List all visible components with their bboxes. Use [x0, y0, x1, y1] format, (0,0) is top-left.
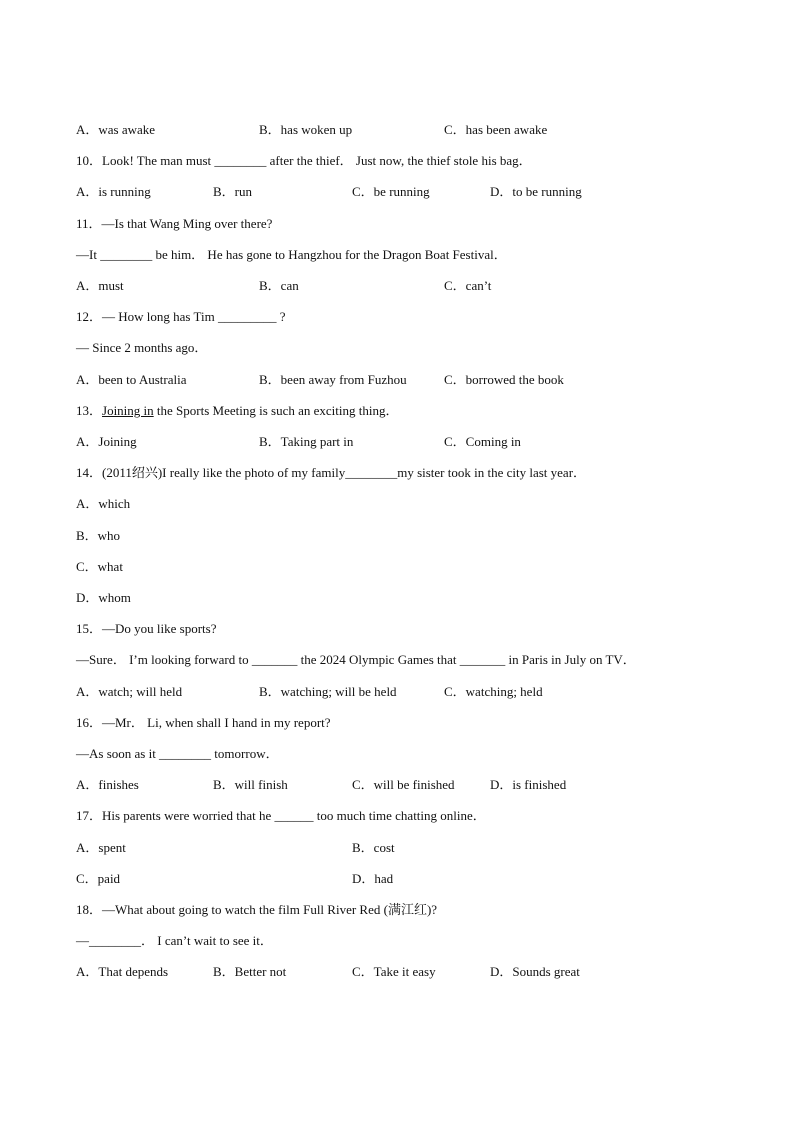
q12-option-c: C．borrowed the book: [444, 372, 564, 387]
q14-option-c: C．what: [76, 559, 123, 574]
q17-option-d: D．had: [352, 871, 394, 886]
q12-reply: — Since 2 months ago．: [76, 340, 208, 355]
q16-option-d: D．is finished: [490, 777, 567, 792]
q16-reply: —As soon as it ________ tomorrow．: [76, 746, 279, 761]
q18-option-c: C．Take it easy: [352, 964, 436, 979]
q15-option-c: C．watching; held: [444, 684, 543, 699]
q15-option-a: A．watch; will held: [76, 684, 183, 699]
q15-reply: —Sure． I’m looking forward to _______ the 2024 Olympic Games that _______ in Paris in July on TV．: [76, 652, 636, 667]
q13-number: 13．: [76, 403, 103, 418]
q16-stem: 16．—Mr． Li, when shall I hand in my report?: [76, 715, 331, 730]
q15-option-b: B．watching; will be held: [259, 684, 397, 699]
q13-option-c: C．Coming in: [444, 434, 521, 449]
q9-option-a: A．was awake: [76, 122, 156, 137]
q17-stem: 17．His parents were worried that he ______ too much time chatting online．: [76, 808, 486, 823]
q14-stem: 14．(2011绍兴)I really like the photo of my family________my sister took in the city last year．: [76, 465, 587, 480]
q14-option-a: A．which: [76, 496, 131, 511]
q16-option-b: B．will finish: [213, 777, 288, 792]
q13-underlined-phrase: Joining in: [102, 403, 154, 418]
q18-reply: —________． I can’t wait to see it．: [76, 933, 273, 948]
q17-option-b: B．cost: [352, 840, 395, 855]
q15-stem: 15．—Do you like sports?: [76, 621, 217, 636]
q18-stem: 18．—What about going to watch the film Full River Red (满江红)?: [76, 902, 438, 917]
q10-option-a: A．is running: [76, 184, 151, 199]
q13-stem-rest: the Sports Meeting is such an exciting thing．: [153, 403, 399, 418]
q16-option-c: C．will be finished: [352, 777, 455, 792]
q12-option-a: A．been to Australia: [76, 372, 187, 387]
q18-option-a: A．That depends: [76, 964, 169, 979]
q10-option-c: C．be running: [352, 184, 430, 199]
q13-option-a: A．Joining: [76, 434, 137, 449]
q13-option-b: B．Taking part in: [259, 434, 354, 449]
q14-option-d: D．whom: [76, 590, 131, 605]
q17-option-c: C．paid: [76, 871, 121, 886]
q11-option-a: A．must: [76, 278, 124, 293]
q16-option-a: A．finishes: [76, 777, 139, 792]
q17-option-a: A．spent: [76, 840, 126, 855]
q12-option-b: B．been away from Fuzhou: [259, 372, 407, 387]
q13-stem: [76, 403, 398, 419]
q9-option-b: B．has woken up: [259, 122, 353, 137]
q11-stem: 11．—Is that Wang Ming over there?: [76, 216, 273, 231]
q12-stem: 12．— How long has Tim _________ ?: [76, 309, 286, 324]
q11-option-b: B．can: [259, 278, 299, 293]
q11-option-c: C．can’t: [444, 278, 492, 293]
q11-reply: —It ________ be him． He has gone to Hangzhou for the Dragon Boat Festival．: [76, 247, 507, 262]
q10-option-d: D．to be running: [490, 184, 582, 199]
q10-stem: 10．Look! The man must ________ after the thief． Just now, the thief stole his bag．: [76, 153, 532, 168]
q10-option-b: B．run: [213, 184, 253, 199]
q18-option-d: D．Sounds great: [490, 964, 580, 979]
q14-option-b: B．who: [76, 528, 121, 543]
q9-option-c: C．has been awake: [444, 122, 548, 137]
q18-option-b: B．Better not: [213, 964, 287, 979]
